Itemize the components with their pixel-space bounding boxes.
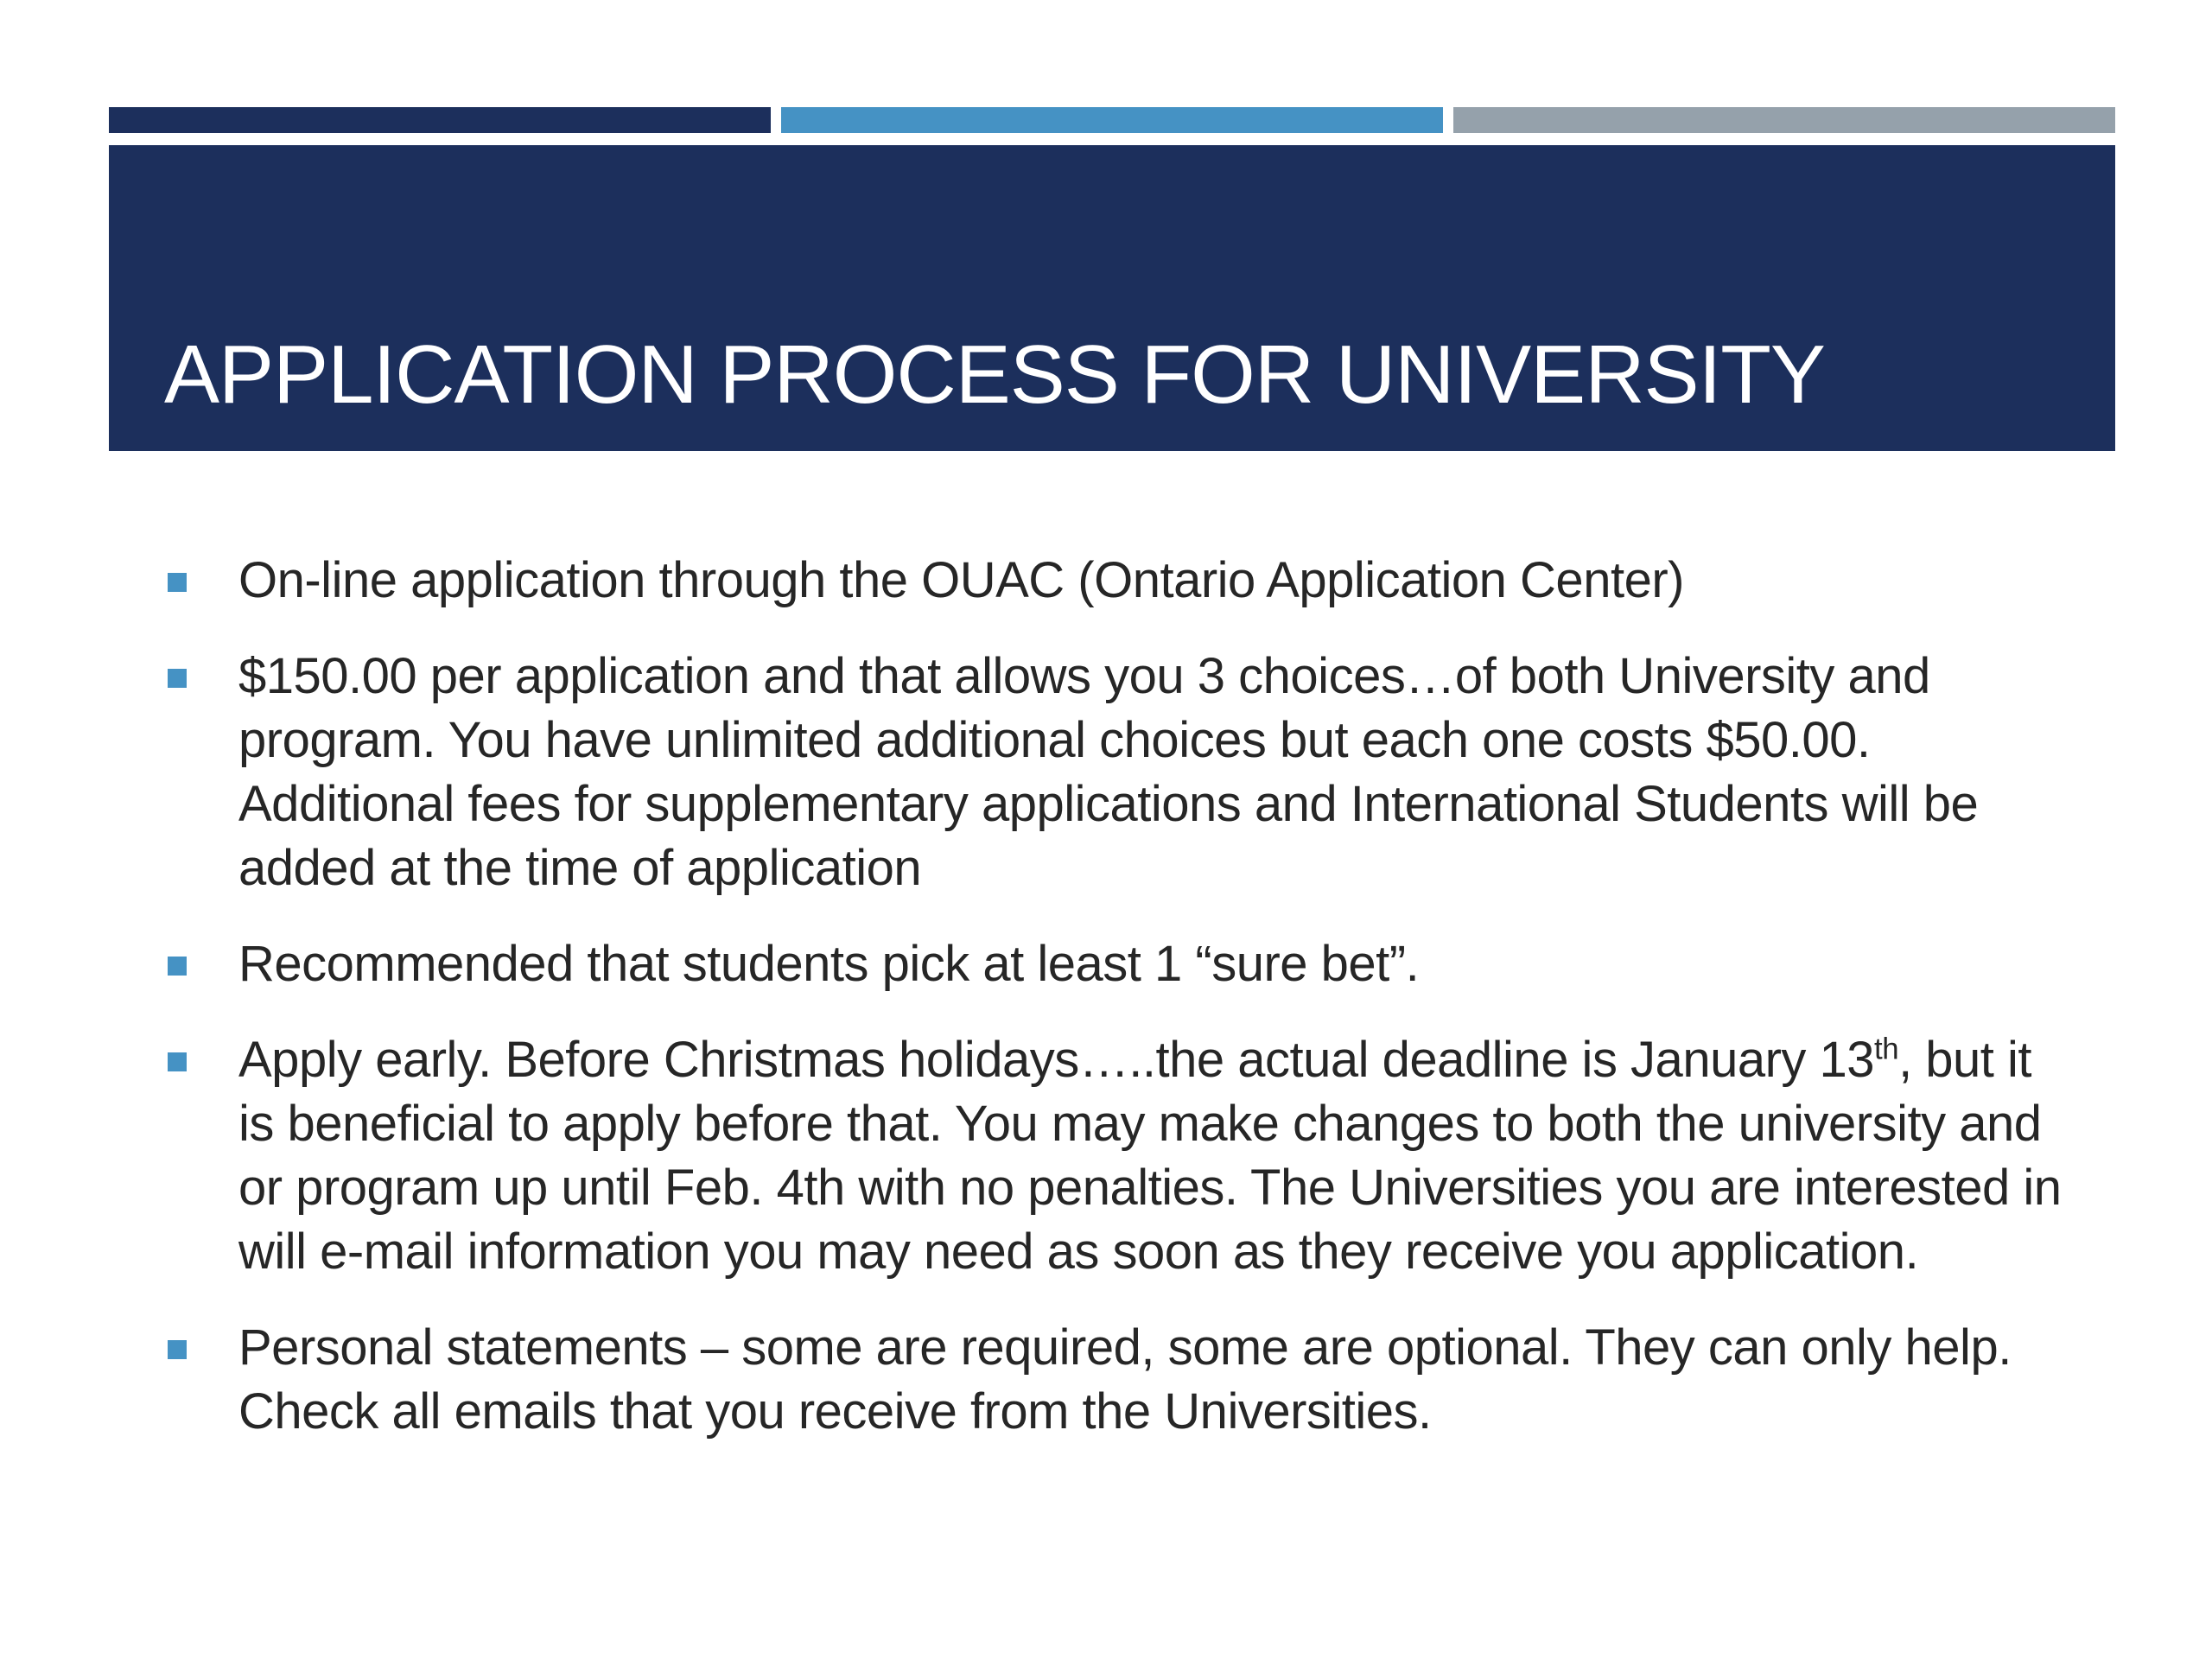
bullet-text: On-line application through the OUAC (Ontario Application Center)	[238, 552, 1684, 608]
bullet-item-online-application	[161, 549, 2079, 613]
bullet-text: $150.00 per application and that allows you 3 choices…of both University and program. You have unlimited additional choices but each one costs $50.00. Additional fees for supplementary applications and International Students will be added at the time of application	[238, 648, 1979, 896]
bullet-text-part: Apply early. Before Christmas holidays…..the actual deadline is January 13	[238, 1032, 1875, 1088]
bullet-item-personal-statements	[161, 1316, 2079, 1444]
slide-title: APPLICATION PROCESS FOR UNIVERSITY	[164, 328, 1825, 421]
bullet-item-apply-early	[161, 1028, 2079, 1284]
square-bullet-icon	[168, 573, 187, 592]
square-bullet-icon	[168, 1340, 187, 1359]
title-band	[109, 145, 2115, 451]
square-bullet-icon	[168, 1052, 187, 1071]
bullet-text	[238, 1028, 2079, 1284]
bullet-item-sure-bet	[161, 932, 2079, 996]
accent-bar-blue	[781, 107, 1443, 133]
accent-bar-dark	[109, 107, 771, 133]
bullet-item-application-fees	[161, 645, 2079, 900]
superscript-suffix: th	[1874, 1032, 1899, 1066]
accent-bar-gray	[1453, 107, 2115, 133]
bullet-text-part: , but it is beneficial to apply before that. You may make changes to both the university and or program up until Feb. 4th with no penalties. The Universities you are interested in will e-mail information you may need as soon as they receive you application.	[238, 1032, 2062, 1280]
bullet-text: Personal statements – some are required, some are optional. They can only help. Check all emails that you receive from the Universities.	[238, 1319, 2012, 1440]
square-bullet-icon	[168, 957, 187, 976]
bullet-text: Recommended that students pick at least 1 “sure bet”.	[238, 936, 1420, 992]
square-bullet-icon	[168, 669, 187, 688]
bullet-list	[161, 549, 2079, 1476]
